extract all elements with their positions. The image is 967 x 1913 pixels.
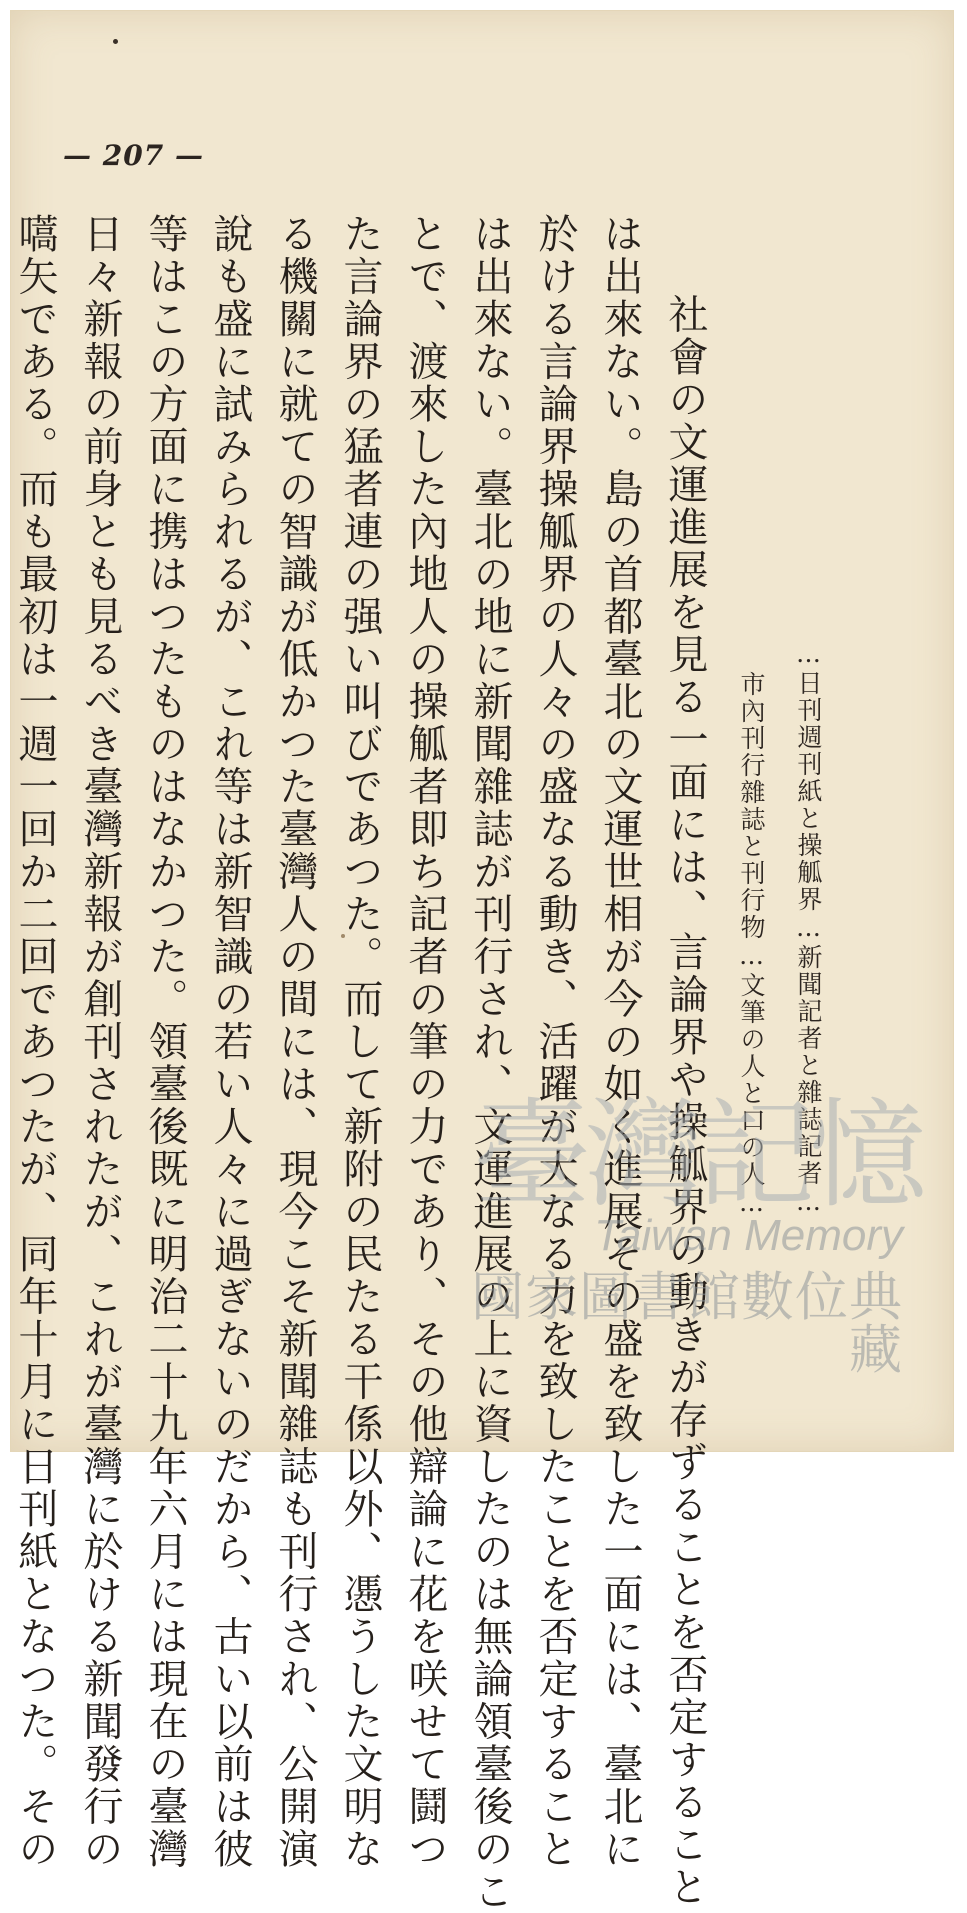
watermark-subtitle: Taiwan Memory <box>594 1211 903 1260</box>
watermark-logo-title: 臺灣記憶 <box>472 1086 921 1224</box>
body-text-column: 等はこの方面に携はつたものはなかつた。領臺後既に明治二十九年六月には現在の臺灣 <box>142 213 188 1871</box>
body-text-column: 說も盛に試みられるが、これ等は新智識の若い人々に過ぎないのだから、古い以前は彼 <box>207 213 253 1871</box>
body-text-column: 嚆矢である。而も最初は一週一回か二回であつたが、同年十月に日刊紙となつた。その <box>12 213 58 1871</box>
section-heading-line-2: 市內刊行雜誌と刊行物…文筆の人と口の人… <box>737 671 766 1219</box>
section-heading-line-1: …日刊週刊紙と操觚界…新聞記者と雜誌記者… <box>794 639 823 1218</box>
body-text-column: る機關に就ての智識が低かつた臺灣人の間には、現今こそ新聞雜誌も刊行され、公開演 <box>272 213 318 1871</box>
body-text-column: は出來ない。臺北の地に新聞雜誌が刊行され、文運進展の上に資したのは無論領臺後のこ <box>467 213 513 1913</box>
scanned-page <box>10 10 954 1913</box>
body-text-column: とで、渡來した內地人の操觚者即ち記者の筆の力であり、その他辯論に花を咲せて鬪つ <box>402 213 448 1871</box>
body-text-column: 於ける言論界操觚界の人々の盛なる動き、活躍が大なる力を致したことを否定すること <box>532 213 578 1871</box>
body-text-column: 社會の文運進展を見る一面には、言論界や操觚界の動きが存ずることを否定すること <box>662 251 708 1909</box>
ink-speck <box>113 39 118 44</box>
watermark-organization: 國家圖書館數位典藏 <box>471 1267 903 1381</box>
body-text-column: 日々新報の前身とも見るべき臺灣新報が創刊されたが、これが臺灣に於ける新聞發行の <box>77 213 123 1871</box>
body-text-column: は出來ない。島の首都臺北の文運世相が今の如く進展その盛を致した一面には、臺北に <box>597 213 643 1871</box>
body-text-column: た言論界の猛者連の强い叫びであつた。而して新附の民たる干係以外、慿うした文明な <box>337 213 383 1871</box>
page-number: — 207 — <box>63 139 204 172</box>
